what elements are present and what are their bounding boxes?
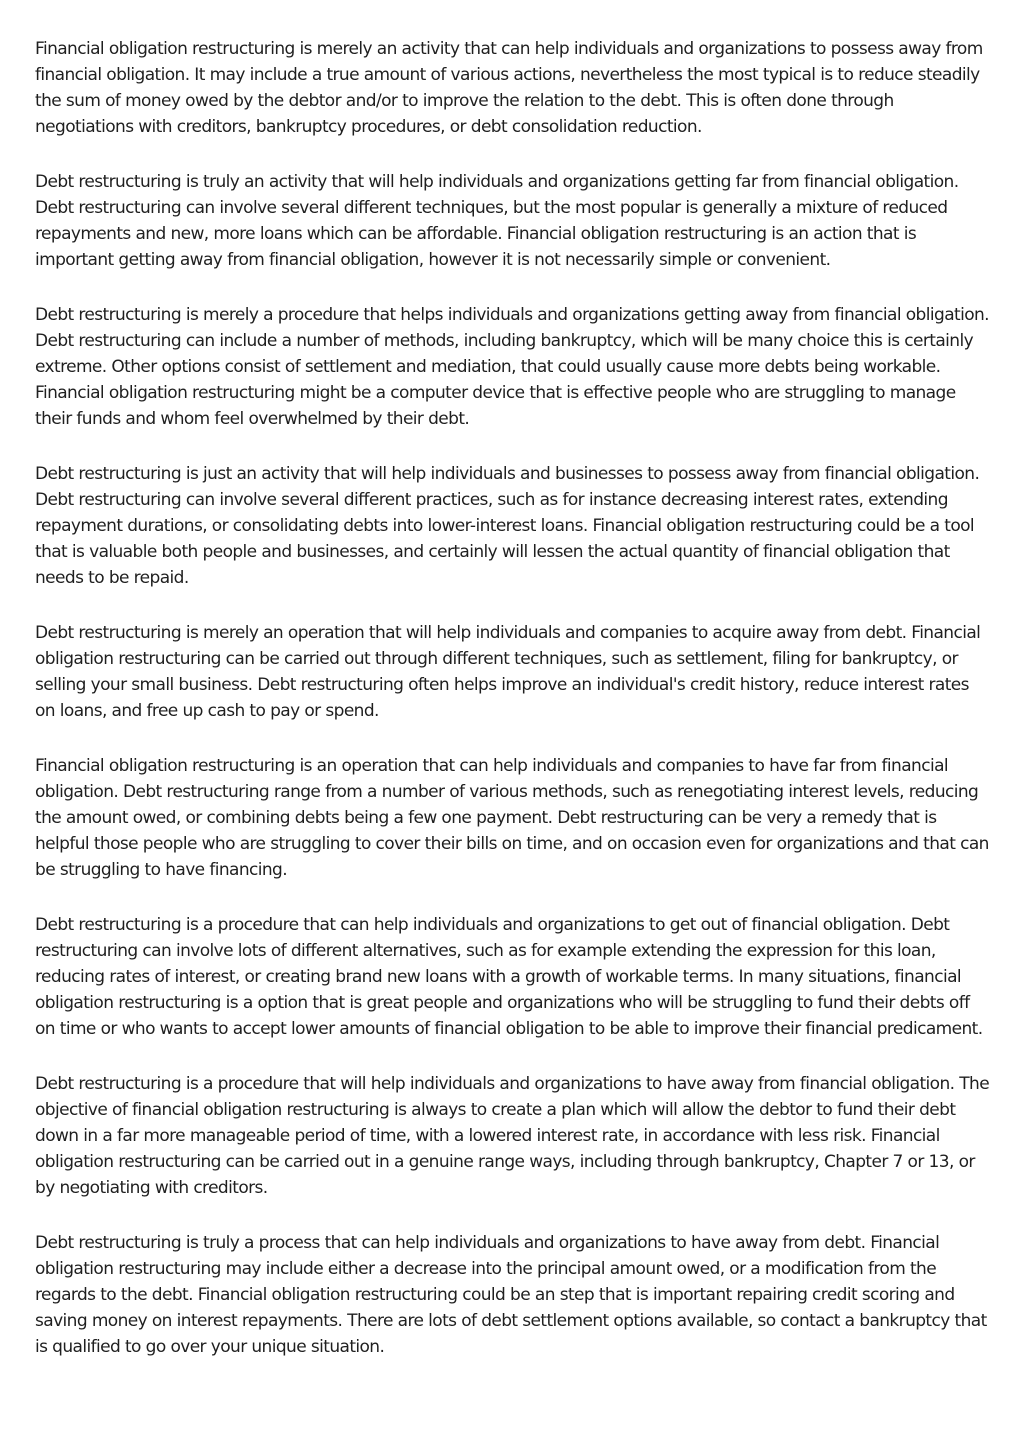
paragraph-2: Debt restructuring is truly an activity that will help individuals and organizations getting far from financial obligation. Debt restructuring can involve several different techniques, but the most popular is generally a mixture of reduced repayments and new, more loans which can be affordable. Financial obligation restructuring is an action that is important getting away from financial obligation, however it is not necessarily simple or convenient. [35, 172, 959, 270]
paragraph-9: Debt restructuring is truly a process that can help individuals and organizations to have away from debt. Financial obligation restructuring may include either a decrease into the principal amount owed, or a modification from the regards to the debt. Financial obligation restructuring could be an step that is important repairing credit scoring and saving money on interest repayments. There are lots of debt settlement options available, so contact a bankruptcy that is qualified to go over your unique situation. [35, 1233, 987, 1357]
document-body [35, 36, 991, 1389]
paragraph-6: Financial obligation restructuring is an operation that can help individuals and companies to have far from financial obligation. Debt restructuring range from a number of various methods, such as renegotiating interest levels, reducing the amount owed, or combining debts being a few one payment. Debt restructuring can be very a remedy that is helpful those people who are struggling to cover their bills on time, and on occasion even for organizations and that can be struggling to have financing. [35, 756, 989, 880]
paragraph-8: Debt restructuring is a procedure that will help individuals and organizations to have away from financial obligation. The objective of financial obligation restructuring is always to create a plan which will allow the debtor to fund their debt down in a far more manageable period of time, with a lowered interest rate, in accordance with less risk. Financial obligation restructuring can be carried out in a genuine range ways, including through bankruptcy, Chapter 7 or 13, or by negotiating with creditors. [35, 1074, 990, 1198]
paragraph-4: Debt restructuring is just an activity that will help individuals and businesses to possess away from financial obligation. Debt restructuring can involve several different practices, such as for instance decreasing interest rates, extending repayment durations, or consolidating debts into lower-interest loans. Financial obligation restructuring could be a tool that is valuable both people and businesses, and certainly will lessen the actual quantity of financial obligation that needs to be repaid. [35, 464, 980, 588]
paragraph-5: Debt restructuring is merely an operation that will help individuals and companies to acquire away from debt. Financial obligation restructuring can be carried out through different techniques, such as settlement, filing for bankruptcy, or selling your small business. Debt restructuring often helps improve an individual's credit history, reduce interest rates on loans, and free up cash to pay or spend. [35, 623, 981, 721]
paragraph-7: Debt restructuring is a procedure that can help individuals and organizations to get out of financial obligation. Debt restructuring can involve lots of different alternatives, such as for example extending the expression for this loan, reducing rates of interest, or creating brand new loans with a growth of workable terms. In many situations, financial obligation restructuring is a option that is great people and organizations who will be struggling to fund their debts off on time or who wants to accept lower amounts of financial obligation to be able to improve their financial predicament. [35, 915, 983, 1039]
paragraph-1: Financial obligation restructuring is merely an activity that can help individuals and organizations to possess away from financial obligation. It may include a true amount of various actions, nevertheless the most typical is to reduce steadily the sum of money owed by the debtor and/or to improve the relation to the debt. This is often done through negotiations with creditors, bankruptcy procedures, or debt consolidation reduction. [35, 39, 983, 137]
paragraph-3: Debt restructuring is merely a procedure that helps individuals and organizations getting away from financial obligation. Debt restructuring can include a number of methods, including bankruptcy, which will be many choice this is certainly extreme. Other options consist of settlement and mediation, that could usually cause more debts being workable. Financial obligation restructuring might be a computer device that is effective people who are struggling to manage their funds and whom feel overwhelmed by their debt. [35, 305, 989, 429]
